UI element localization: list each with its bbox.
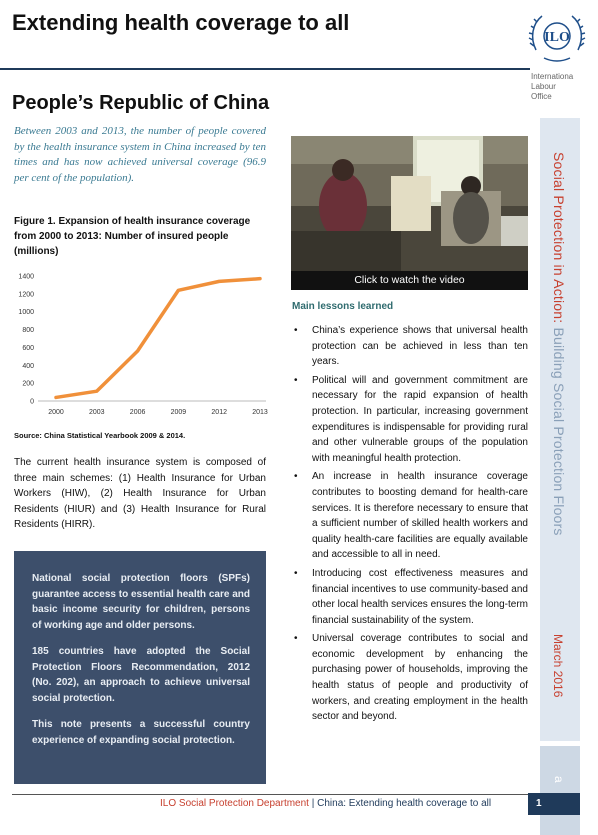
lessons-list — [292, 323, 528, 728]
list-item: • An increase in health insurance coverage contributes to boosting demand for health-care services. It is therefore necessary to ensure that a sufficient number of skilled health workers and quality health-care facilities are equally available and accessible to all in need. — [292, 469, 528, 563]
organization-name — [531, 72, 573, 102]
org-name-line: Internationa — [531, 72, 574, 81]
y-tick-label: 600 — [22, 344, 34, 352]
y-tick-label: 800 — [22, 327, 34, 335]
spf-paragraph: 185 countries have adopted the Social Protection Floors Recommendation, 2012 (No. 202), an approach to achieve universal social protection. — [32, 646, 250, 704]
x-tick-label: 2006 — [129, 409, 146, 416]
spf-info-box — [14, 551, 266, 784]
logo-lettering: ILO — [544, 30, 570, 45]
figure-source: Source: China Statistical Yearbook 2009 & 2014. — [14, 431, 186, 440]
document-title: Extending health coverage to all — [12, 10, 350, 35]
figure-caption: Figure 1. Expansion of health insurance coverage from 2000 to 2013: Number of insured people (millions) — [14, 216, 251, 257]
org-name-line: Office — [531, 92, 552, 101]
country-heading: People’s Republic of China — [12, 92, 270, 114]
page-number: 1 — [528, 793, 580, 815]
side-tab-fragment: a — [552, 776, 566, 783]
spf-paragraph: National social protection floors (SPFs) guarantee access to essential health care and basic income security for children, persons of working age and older persons. — [32, 573, 250, 631]
data-point — [218, 281, 220, 283]
data-point — [259, 278, 261, 280]
series-title-part1: Social Protection in Action: — [551, 152, 567, 328]
footer-separator: | — [308, 798, 318, 809]
footer-divider — [12, 794, 528, 795]
video-frame-image — [291, 136, 528, 271]
org-name-line: Labour — [531, 82, 556, 91]
series-title-part2: Building Social Protection Floors — [551, 327, 567, 536]
x-tick-label: 2013 — [252, 409, 268, 416]
list-item: • China’s experience shows that universal health protection can be achieved in less than ten years. — [292, 323, 528, 370]
y-tick-label: 1400 — [18, 273, 34, 281]
footer-title: China: Extending health coverage to all — [317, 798, 492, 809]
page-header — [0, 0, 598, 101]
series-title — [551, 152, 567, 536]
data-point — [55, 397, 57, 399]
side-tab-lower — [540, 746, 580, 835]
y-tick-label: 1000 — [18, 309, 34, 317]
x-tick-label: 2003 — [89, 409, 105, 416]
spf-paragraph: This note presents a successful country experience of expanding social protection. — [32, 719, 250, 746]
footer-text — [160, 798, 491, 809]
data-point — [137, 350, 139, 352]
header-divider — [0, 68, 530, 70]
ilo-logo-icon — [526, 6, 588, 68]
data-point — [96, 390, 98, 392]
intro-summary: Between 2003 and 2013, the number of people covered by the health insurance system in China increased by ten times and has now achieved universal coverage (96.9 per cent of the population). — [14, 125, 266, 184]
data-point — [178, 289, 180, 291]
x-tick-label: 2012 — [211, 409, 227, 416]
y-tick-label: 200 — [22, 380, 34, 388]
list-item: • Introducing cost effectiveness measures and financial incentives to use community-based and other local health services ensures the long-term financial sustainability of the system. — [292, 566, 528, 628]
coverage-line-chart — [10, 268, 272, 420]
y-tick-label: 0 — [30, 398, 34, 406]
x-tick-label: 2009 — [170, 409, 187, 416]
x-tick-label: 2000 — [48, 409, 64, 416]
list-item: • Political will and government commitment are necessary for the rapid expansion of health protection. In particular, increasing government expenditures is indispensable for providing rural and other vulnerable groups of the population with meaningful health protection. — [292, 373, 528, 467]
video-caption[interactable]: Click to watch the video — [291, 271, 528, 290]
lessons-heading: Main lessons learned — [292, 301, 394, 312]
y-tick-label: 1200 — [18, 291, 34, 299]
video-thumbnail[interactable] — [291, 136, 528, 290]
schemes-paragraph: The current health insurance system is composed of three main schemes: (1) Health Insurance for Urban Workers (HIW), (2) Health Insurance for Urban Residents (HIUR) and (3) Health Insurance for Rural Residents (HIRR). — [14, 457, 266, 530]
series-line — [56, 279, 260, 398]
publication-date: March 2016 — [551, 634, 565, 698]
list-item: • Universal coverage contributes to social and economic development by enhancing the purchasing power of households, improving the health status of people and productivity of workers, and creating employment in the health sector and beyond. — [292, 631, 528, 725]
y-tick-label: 400 — [22, 362, 34, 370]
footer-org: ILO Social Protection Department — [160, 798, 309, 809]
